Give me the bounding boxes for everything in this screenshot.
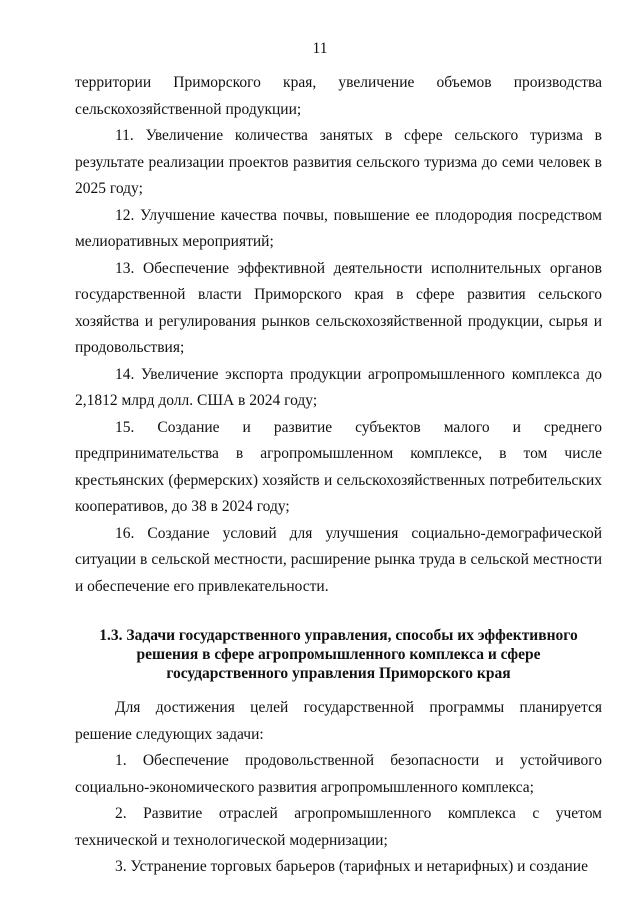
paragraph-item-13: 13. Обеспечение эффективной деятельности исполнительных органов государственной власти Приморского края в сфере развития сельского хозяйства и регулирования рынков сельскохозяйственной продукции, сырья и продовольствия; — [75, 259, 602, 356]
paragraph-item-12: 12. Улучшение качества почвы, повышение ее плодородия посредством мелиоративных мероприятий; — [75, 206, 602, 250]
paragraph-item-14: 14. Увеличение экспорта продукции агропромышленного комплекса до 2,1812 млрд долл. США в 2024 году; — [75, 365, 602, 409]
paragraph-item-15: 15. Создание и развитие субъектов малого и среднего предпринимательства в агропромышленном комплексе, в том числе крестьянских (фермерских) хозяйств и сельскохозяйственных потребительских кооперативов, до 38 в 2024 году; — [75, 418, 602, 515]
paragraph-item-16: 16. Создание условий для улучшения социально-демографической ситуации в сельской местности, расширение рынка труда в сельской местности и обеспечение его привлекательности. — [75, 524, 602, 595]
paragraph-continuation: территории Приморского края, увеличение объемов производства сельскохозяйственной продукции; — [75, 74, 602, 118]
paragraph-intro: Для достижения целей государственной программы планируется решение следующих задачи: — [75, 699, 602, 743]
page-number: 11 — [312, 40, 328, 57]
paragraph-item-11: 11. Увеличение количества занятых в сфере сельского туризма в результате реализации проектов развития сельского туризма до семи человек в 2025 году; — [75, 127, 602, 197]
paragraph-task-2: 2. Развитие отраслей агропромышленного комплекса с учетом технической и технологической модернизации; — [75, 805, 602, 849]
paragraph-task-3: 3. Устранение торговых барьеров (тарифных и нетарифных) и создание — [115, 858, 588, 875]
section-heading: 1.3. Задачи государственного управления, способы их эффективного решения в сфере агропромышленного комплекса и сфере государственного управления Приморского края — [99, 627, 578, 682]
document-body — [75, 70, 602, 881]
paragraph-task-1: 1. Обеспечение продовольственной безопасности и устойчивого социально-экономического развития агропромышленного комплекса; — [75, 752, 602, 796]
